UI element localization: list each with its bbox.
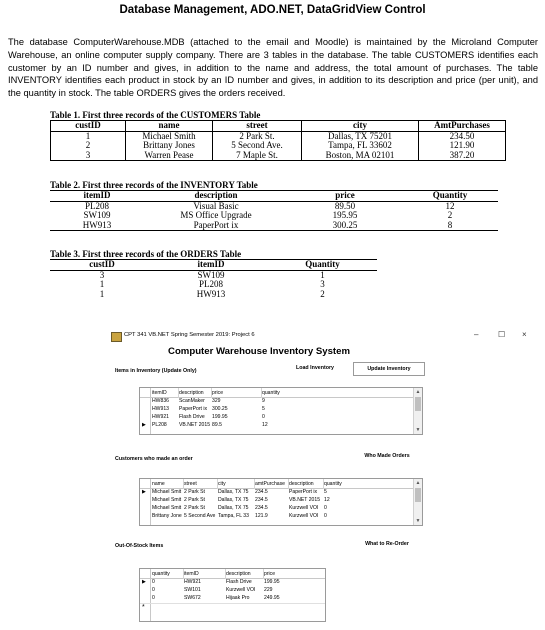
grid-cell[interactable]: 249.95 — [264, 595, 280, 601]
grid-row[interactable] — [140, 579, 325, 586]
table-cell: 2 Park St. — [213, 131, 302, 141]
inventory-table — [50, 190, 498, 231]
grid-header-row — [140, 390, 422, 398]
grid-cell[interactable]: HW836 — [152, 398, 169, 404]
window-title: CPT 341 VB.NET Spring Semester 2019: Project 6 — [124, 332, 255, 338]
scroll-up-icon[interactable]: ▲ — [415, 389, 421, 395]
table-cell: 387.20 — [419, 151, 506, 161]
scroll-up-icon[interactable]: ▲ — [415, 480, 421, 486]
col-header: custID — [51, 121, 126, 132]
grid-cell[interactable]: 0 — [324, 513, 327, 519]
current-row-icon: ▶ — [142, 422, 146, 428]
new-row[interactable] — [140, 603, 325, 611]
table-row — [50, 290, 377, 300]
vertical-scrollbar[interactable] — [413, 479, 422, 525]
table-cell: HW913 — [196, 288, 226, 299]
customers-grid[interactable] — [139, 478, 423, 526]
grid-cell[interactable]: HW921 — [152, 414, 169, 420]
table-cell: 12 — [445, 200, 455, 211]
document-title: Database Management, ADO.NET, DataGridView Control — [119, 4, 426, 16]
table-cell: Dallas, TX 75201 — [302, 131, 419, 141]
grid-cell[interactable]: Dallas, TX 75 — [218, 497, 249, 503]
col-header: AmtPurchases — [419, 121, 506, 132]
grid-cell[interactable]: 5 — [262, 406, 265, 412]
inventory-table-block — [50, 180, 498, 231]
col-header: name — [126, 121, 213, 132]
current-row-icon: ▶ — [142, 579, 146, 585]
grid-cell[interactable]: 5 — [324, 489, 327, 495]
table-row — [50, 221, 498, 231]
scroll-thumb[interactable] — [415, 397, 421, 411]
grid-cell[interactable]: 0 — [152, 587, 155, 593]
column-header[interactable]: price — [264, 571, 276, 577]
grid-cell[interactable]: 0 — [262, 414, 265, 420]
grid-cell[interactable]: Kurzwell VOI — [289, 513, 319, 519]
table-row — [51, 141, 506, 151]
col-header: Quantity — [402, 191, 498, 202]
grid-cell[interactable]: 234.5 — [255, 489, 268, 495]
grid-cell[interactable]: 329 — [212, 398, 221, 404]
column-header[interactable]: street — [184, 481, 197, 487]
table-cell: 8 — [447, 219, 453, 230]
grid-row[interactable] — [140, 489, 422, 496]
customers-label: Customers who made an order — [115, 456, 193, 462]
grid-cell[interactable]: 199.95 — [264, 579, 280, 585]
grid-cell[interactable]: Dallas, TX 75 — [218, 505, 249, 511]
table2-caption: Table 2. First three records of the INVENTORY Table — [50, 180, 258, 190]
table-row — [50, 211, 498, 221]
window-titlebar[interactable] — [109, 330, 545, 344]
grid-cell[interactable]: PaperPort ix — [179, 406, 208, 412]
maximize-icon[interactable]: ☐ — [498, 330, 506, 339]
table-cell: 121.90 — [419, 141, 506, 151]
grid-cell[interactable]: PaperPort ix — [289, 489, 318, 495]
grid-cell[interactable]: 121.9 — [255, 513, 268, 519]
grid-cell[interactable]: HW913 — [152, 406, 169, 412]
grid-cell[interactable]: Michael Smit — [152, 489, 182, 495]
grid-cell[interactable]: 199.95 — [212, 414, 228, 420]
grid-cell[interactable]: VB.NET 2015 — [289, 497, 321, 503]
grid-cell[interactable]: Tampa, FL 33 — [218, 513, 249, 519]
inventory-grid[interactable] — [139, 387, 423, 435]
grid-cell[interactable]: 2 Park St — [184, 489, 205, 495]
table-cell: 3 — [51, 151, 126, 161]
col-header: price — [288, 191, 402, 202]
column-header[interactable]: price — [212, 390, 224, 396]
grid-row[interactable] — [140, 414, 422, 421]
table-cell: 89.50 — [334, 200, 356, 211]
col-header: custID — [50, 260, 154, 271]
table-cell: Warren Pease — [126, 151, 213, 161]
column-header[interactable]: itemID — [184, 571, 199, 577]
grid-cell[interactable]: 2 Park St — [184, 497, 205, 503]
table-cell: PL208 — [84, 200, 109, 211]
grid-cell[interactable]: 229 — [264, 587, 273, 593]
table-cell: Visual Basic — [193, 200, 239, 211]
table-cell: PaperPort ix — [193, 219, 239, 230]
grid-cell[interactable]: 300.25 — [212, 406, 228, 412]
scroll-thumb[interactable] — [415, 488, 421, 502]
orders-table-block — [50, 249, 377, 299]
table-cell: SW109 — [197, 269, 225, 280]
vertical-scrollbar[interactable] — [413, 388, 422, 434]
table-cell: 5 Second Ave. — [213, 141, 302, 151]
close-icon[interactable]: × — [522, 330, 527, 339]
column-header[interactable]: city — [218, 481, 226, 487]
column-header[interactable]: description — [179, 390, 204, 396]
grid-cell[interactable]: 5 Second Ave — [184, 513, 216, 519]
table-cell: 1 — [320, 269, 325, 280]
column-header[interactable]: itemID — [152, 390, 167, 396]
grid-row[interactable] — [140, 587, 325, 594]
intro-paragraph: The database ComputerWarehouse.MDB (attached to the email and Moodle) is maintained by the Microland Computer Warehouse, an online computer supply company. There are 3 tables in the database. The table CUSTOMERS identifies each customer by an ID number and gives, in addition to the name and address, the total amount of purchases. The table INVENTORY identifies each product in stock by an ID number and gives, in addition to its description and price (per unit), and the quantity in stock. The table ORDERS gives the orders received. — [8, 37, 538, 99]
grid-cell[interactable]: 234.5 — [255, 505, 268, 511]
form-window — [109, 330, 545, 630]
table-cell: 3 — [320, 279, 325, 289]
grid-cell[interactable]: Michael Smit — [152, 505, 182, 511]
reorder-grid[interactable] — [139, 568, 326, 622]
column-header[interactable]: quantity — [262, 390, 280, 396]
table-cell: MS Office Upgrade — [180, 210, 252, 220]
grid-row[interactable] — [140, 595, 325, 602]
column-header[interactable]: quantity — [152, 571, 170, 577]
grid-cell[interactable]: VB.NET 2015 — [179, 422, 211, 428]
table-row — [50, 201, 498, 211]
grid-cell[interactable]: 12 — [324, 497, 330, 503]
grid-cell[interactable]: Hijaak Pro — [226, 595, 250, 601]
table-cell: HW913 — [82, 219, 112, 230]
col-header: street — [213, 121, 302, 132]
new-row-icon: * — [142, 604, 145, 611]
grid-cell[interactable]: Brittany Jone — [152, 513, 182, 519]
grid-header-row — [140, 571, 325, 579]
col-header: city — [302, 121, 419, 132]
table-cell: Michael Smith — [126, 131, 213, 141]
inventory-label: Items in Inventory (Update Only) — [115, 368, 197, 374]
grid-cell[interactable]: Kurzwell VOI — [226, 587, 256, 593]
table-cell: Boston, MA 02101 — [302, 151, 419, 161]
current-row-icon: ▶ — [142, 489, 146, 495]
grid-cell[interactable]: 2 Park St — [184, 505, 205, 511]
table1-caption: Table 1. First three records of the CUSTOMERS Table — [50, 110, 261, 120]
column-header[interactable]: name — [152, 481, 165, 487]
grid-cell[interactable]: Kurzwell VOI — [289, 505, 319, 511]
grid-cell[interactable]: 0 — [324, 505, 327, 511]
table-cell: 195.95 — [332, 210, 358, 220]
customers-table — [50, 120, 506, 161]
column-header[interactable]: amtPurchase — [255, 481, 286, 487]
col-header: itemID — [50, 191, 144, 202]
what-to-reorder-button[interactable]: What to Re-Order — [353, 538, 421, 550]
scroll-down-icon[interactable]: ▼ — [415, 427, 421, 433]
grid-row[interactable] — [140, 505, 422, 512]
grid-cell[interactable]: 0 — [152, 579, 155, 585]
grid-cell[interactable]: SW101 — [184, 587, 201, 593]
grid-row[interactable] — [140, 513, 422, 520]
table-cell: PL208 — [198, 279, 223, 289]
grid-cell[interactable]: Dallas, TX 75 — [218, 489, 249, 495]
table-cell: 234.50 — [419, 131, 506, 141]
grid-cell[interactable]: ScanMaker — [179, 398, 205, 404]
table-cell: 3 — [99, 269, 105, 280]
grid-row[interactable] — [140, 406, 422, 413]
grid-cell[interactable]: 12 — [262, 422, 268, 428]
grid-cell[interactable]: Flash Drive — [226, 579, 252, 585]
orders-table — [50, 259, 377, 299]
table-row — [51, 151, 506, 161]
table-cell: 2 — [447, 210, 453, 220]
table-cell: 2 — [320, 288, 325, 299]
column-header[interactable]: quantity — [324, 481, 342, 487]
table-cell: 300.25 — [332, 219, 358, 230]
table-cell: 7 Maple St. — [213, 151, 302, 161]
grid-cell[interactable]: HW921 — [184, 579, 201, 585]
table-cell: 1 — [99, 288, 105, 299]
grid-cell[interactable]: PL208 — [152, 422, 167, 428]
table-cell: Tampa, FL 33602 — [302, 141, 419, 151]
table-cell: Brittany Jones — [126, 141, 213, 151]
table-cell: 1 — [99, 279, 105, 289]
grid-cell[interactable]: 234.5 — [255, 497, 268, 503]
column-header[interactable]: description — [289, 481, 314, 487]
form-heading: Computer Warehouse Inventory System — [168, 346, 350, 357]
grid-cell[interactable]: Michael Smit — [152, 497, 182, 503]
minimize-icon[interactable]: – — [474, 330, 479, 339]
scroll-down-icon[interactable]: ▼ — [415, 518, 421, 524]
grid-cell[interactable]: 9 — [262, 398, 265, 404]
grid-cell[interactable]: 0 — [152, 595, 155, 601]
app-icon — [111, 332, 122, 342]
table3-caption: Table 3. First three records of the ORDERS Table — [50, 249, 242, 259]
who-made-orders-button[interactable]: Who Made Orders — [353, 450, 421, 462]
table-cell: 2 — [51, 141, 126, 151]
grid-row[interactable] — [140, 422, 422, 429]
grid-row[interactable] — [140, 497, 422, 504]
col-header: itemID — [154, 260, 268, 271]
grid-row[interactable] — [140, 398, 422, 405]
update-inventory-button[interactable]: Update Inventory — [353, 362, 425, 376]
grid-cell[interactable]: Flash Drive — [179, 414, 205, 420]
customers-table-block — [50, 110, 506, 161]
load-inventory-button[interactable]: Load Inventory — [287, 362, 343, 374]
table-cell: SW109 — [83, 210, 111, 220]
grid-cell[interactable]: 89.5 — [212, 422, 222, 428]
grid-cell[interactable]: SW672 — [184, 595, 201, 601]
col-header: Quantity — [268, 260, 377, 271]
column-header[interactable]: description — [226, 571, 251, 577]
table-cell: 1 — [51, 131, 126, 141]
col-header: description — [144, 191, 288, 202]
outofstock-label: Out-Of-Stock Items — [115, 543, 164, 549]
